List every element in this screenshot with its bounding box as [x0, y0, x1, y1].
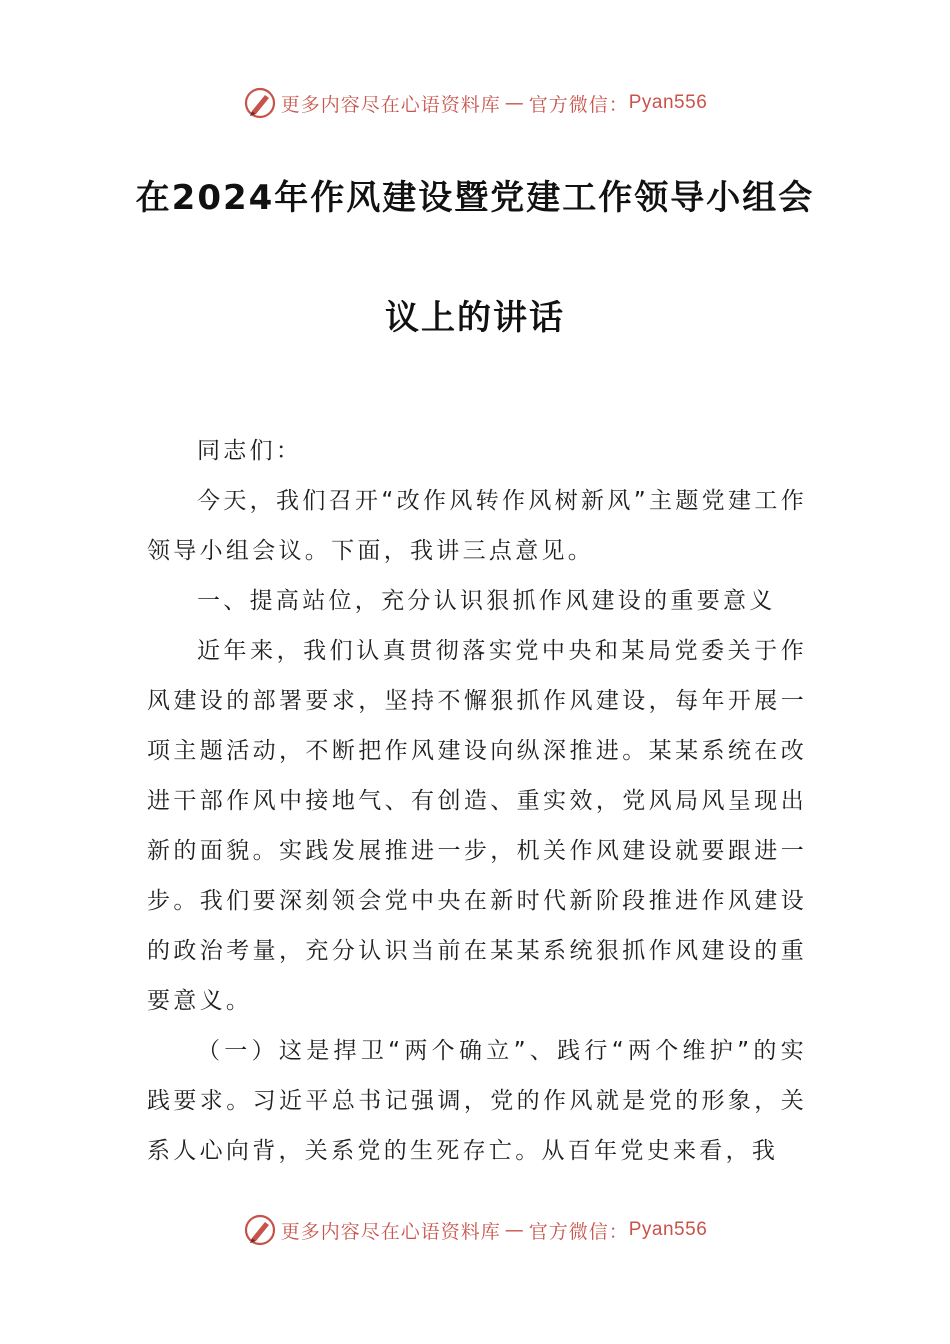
watermark-wechat-id: Pyan556 — [628, 92, 708, 113]
document-title-line-2: 议上的讲话 — [385, 298, 565, 338]
watermark-footer — [0, 1210, 950, 1250]
watermark-separator: — — [504, 92, 525, 114]
pen-logo-icon — [243, 86, 277, 120]
watermark-separator: — — [504, 1219, 525, 1241]
salutation: 同志们： — [197, 438, 303, 464]
watermark-wechat-label: 官方微信： — [528, 93, 629, 116]
paragraph-section-1: 近年来，我们认真贯彻落实党中央和某局党委关于作风建设的部署要求，坚持不懈狠抓作风建设，每年开展一项主题活动，不断把作风建设向纵深推进。某某系统在改进干部作风中接地气、有创造、重实效，党风局风呈现出新的面貌。实践发展推进一步，机关作风建设就要跟进一步。我们要深刻领会党中央在新时代新阶段推进作风建设的政治考量，充分认识当前在某某系统狠抓作风建设的重要意义。 — [147, 638, 807, 1014]
watermark-wechat-label: 官方微信： — [528, 1220, 629, 1243]
watermark-header — [0, 83, 950, 123]
section-heading-1: 一、提高站位，充分认识狠抓作风建设的重要意义 — [197, 588, 776, 614]
speech-body — [147, 426, 807, 1176]
watermark-wechat-id: Pyan556 — [628, 1219, 708, 1240]
paragraph-subsection-1: （一）这是捍卫“两个确立”、践行“两个维护”的实践要求。习近平总书记强调，党的作风就是党的形象，关系人心向背，关系党的生死存亡。从百年党史来看，我 — [147, 1038, 807, 1164]
watermark-slogan: 更多内容尽在心语资料库 — [280, 93, 501, 116]
watermark-slogan: 更多内容尽在心语资料库 — [280, 1220, 501, 1243]
paragraph-intro: 今天，我们召开“改作风转作风树新风”主题党建工作领导小组会议。下面，我讲三点意见。 — [147, 488, 807, 564]
document-title-line-1: 在2024年作风建设暨党建工作领导小组会 — [135, 178, 815, 218]
pen-logo-icon — [243, 1213, 277, 1247]
